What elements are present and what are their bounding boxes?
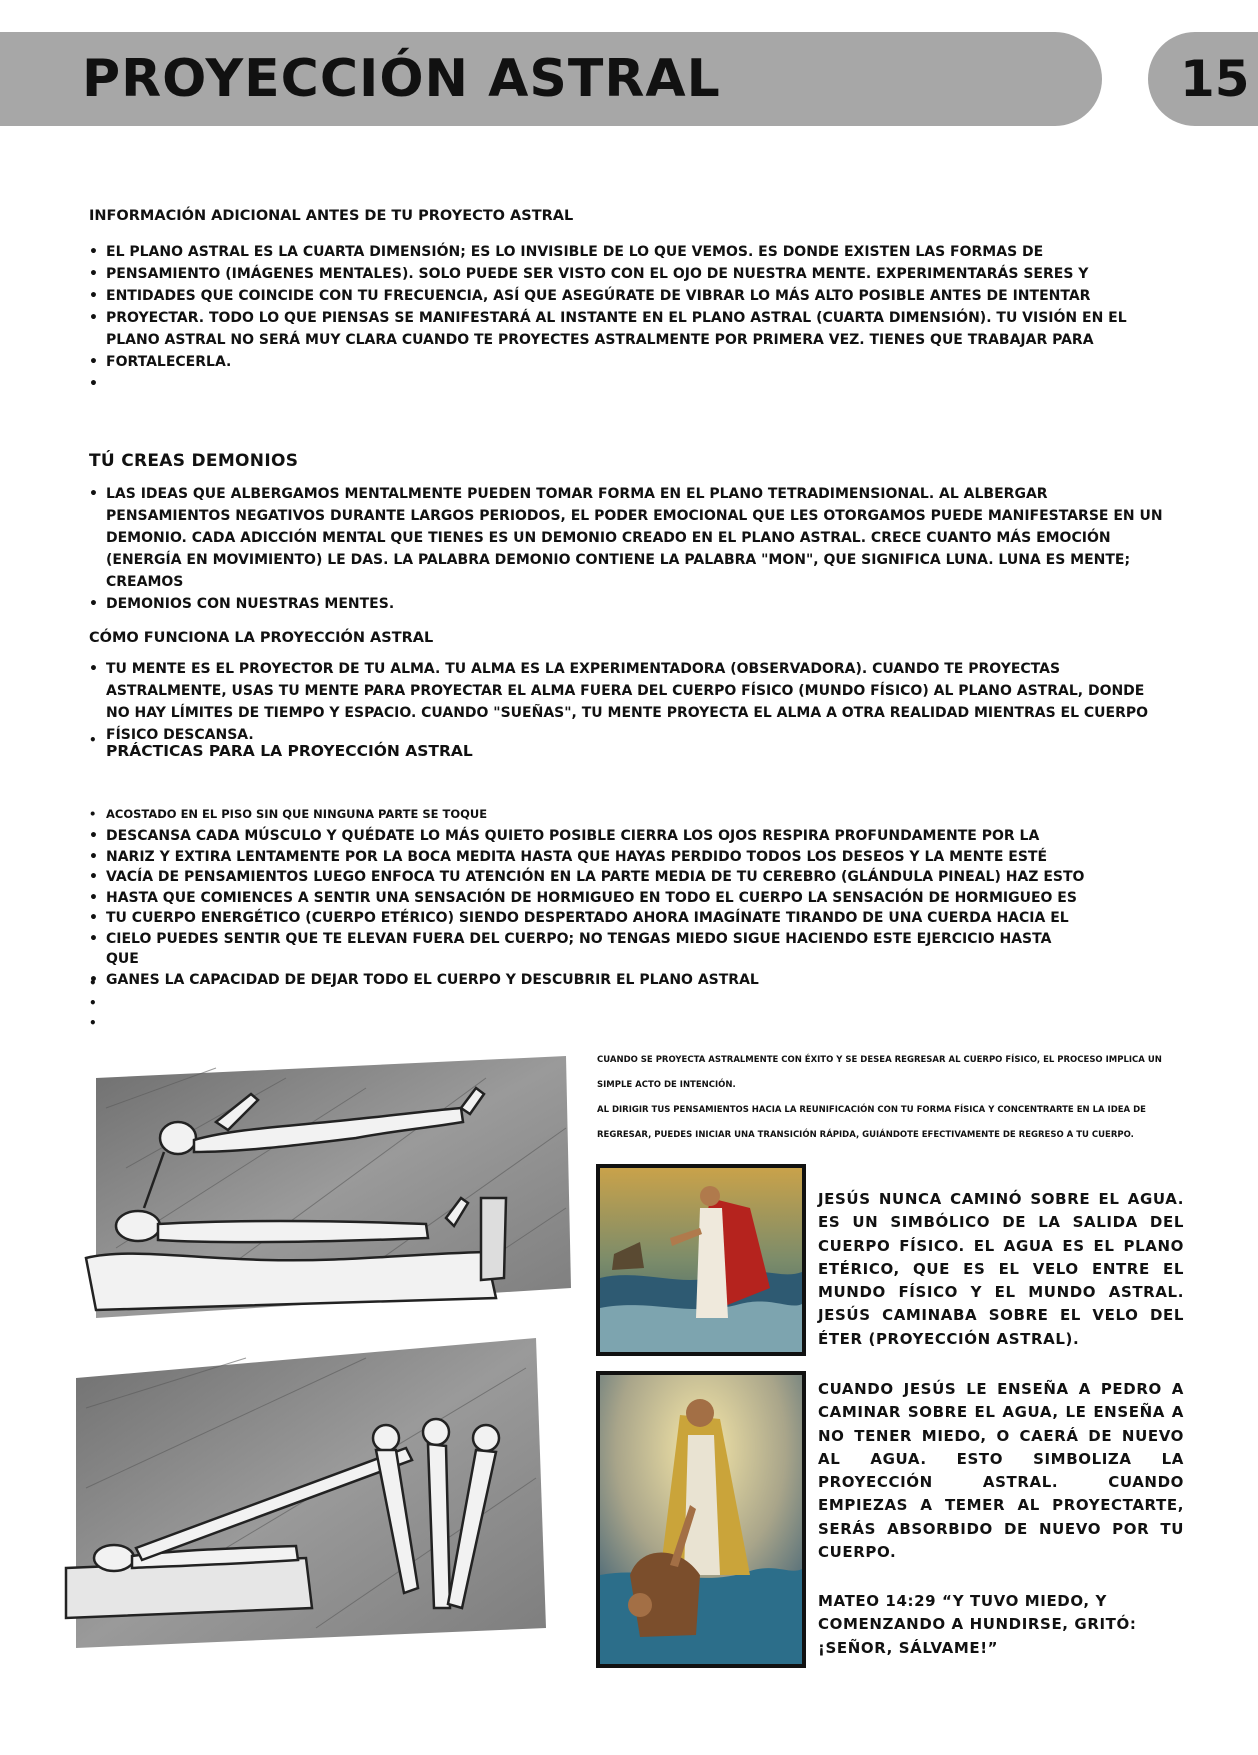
list-bullet: • [89, 733, 97, 747]
list-item: • FORTALECERLA. [89, 351, 1149, 373]
list-item: • TU CUERPO ENERGÉTICO (CUERPO ETÉRICO) SIENDO DESPERTADO AHORA IMAGÍNATE TIRANDO DE UNA CUERDA HACIA EL [89, 908, 1089, 929]
list-bullet: • [89, 996, 97, 1010]
section-heading-how: CÓMO FUNCIONA LA PROYECCIÓN ASTRAL [89, 630, 434, 646]
page-title: PROYECCIÓN ASTRAL [82, 49, 721, 109]
caption-paragraph: AL DIRIGIR TUS PENSAMIENTOS HACIA LA REUNIFICACIÓN CON TU FORMA FÍSICA Y CONCENTRARTE EN LA IDEA DE REGRESAR, PUEDES INICIAR UNA TRANSICIÓN RÁPIDA, GUIÁNDOTE EFECTIVAMENTE DE REGRESO A TU CUERPO. [597, 1105, 1146, 1140]
spacer-bullets [89, 730, 97, 750]
list-item: • HASTA QUE COMIENCES A SENTIR UNA SENSACIÓN DE HORMIGUEO EN TODO EL CUERPO LA SENSACIÓN DE HORMIGUEO ES [89, 888, 1089, 909]
list-bullet: • [89, 976, 97, 990]
list-item: • EL PLANO ASTRAL ES LA CUARTA DIMENSIÓN; ES LO INVISIBLE DE LO QUE VEMOS. ES DONDE EXISTEN LAS FORMAS DE [89, 241, 1149, 263]
list-item: • ACOSTADO EN EL PISO SIN QUE NINGUNA PARTE SE TOQUE [89, 805, 1089, 823]
side-text-peter-lesson: CUANDO JESÚS LE ENSEÑA A PEDRO A CAMINAR SOBRE EL AGUA, LE ENSEÑA A NO TENER MIEDO, O CAERÁ DE NUEVO AL AGUA. ESTO SIMBOLIZA LA PROYECCIÓN ASTRAL. CUANDO EMPIEZAS A TEMER AL PROYECTARTE, SERÁS ABSORBIDO DE NUEVO POR TU CUERPO. [818, 1380, 1184, 1562]
section-heading-practices: PRÁCTICAS PARA LA PROYECCIÓN ASTRAL [106, 742, 473, 760]
astral-projection-sketch [66, 1048, 578, 1660]
list-item: • TU MENTE ES EL PROYECTOR DE TU ALMA. TU ALMA ES LA EXPERIMENTADORA (OBSERVADORA). CUANDO TE PROYECTAS ASTRALMENTE, USAS TU MENTE PARA PROYECTAR EL ALMA FUERA DEL CUERPO FÍSICO (MUNDO FÍSICO) AL PLANO ASTRAL, DONDE NO HAY LÍMITES DE TIEMPO Y ESPACIO. CUANDO "SUEÑAS", TU MENTE PROYECTA EL ALMA A OTRA REALIDAD MIENTRAS EL CUERPO FÍSICO DESCANSA. [89, 658, 1169, 746]
list-item: • LAS IDEAS QUE ALBERGAMOS MENTALMENTE PUEDEN TOMAR FORMA EN EL PLANO TETRADIMENSIONAL. AL ALBERGAR PENSAMIENTOS NEGATIVOS DURANTE LARGOS PERIODOS, EL PODER EMOCIONAL QUE LES OTORGAMOS PUEDE MANIFESTARSE EN UN DEMONIO. CADA ADICCIÓN MENTAL QUE TIENES ES UN DEMONIO CREADO EN EL PLANO ASTRAL. CRECE CUANTO MÁS EMOCIÓN (ENERGÍA EN MOVIMIENTO) LE DAS. LA PALABRA DEMONIO CONTIENE LA PALABRA "MON", QUE SIGNIFICA LUNA. LUNA ES MENTE; CREAMOS [89, 483, 1169, 593]
spacer-bullets [89, 973, 97, 1033]
caption-paragraph: CUANDO SE PROYECTA ASTRALMENTE CON ÉXITO Y SE DESEA REGRESAR AL CUERPO FÍSICO, EL PROCESO IMPLICA UN SIMPLE ACTO DE INTENCIÓN. [597, 1055, 1162, 1090]
list-item: • DEMONIOS CON NUESTRAS MENTES. [89, 593, 1169, 615]
list-item: • DESCANSA CADA MÚSCULO Y QUÉDATE LO MÁS QUIETO POSIBLE CIERRA LOS OJOS RESPIRA PROFUNDAMENTE POR LA [89, 826, 1089, 847]
section-heading-demons: TÚ CREAS DEMONIOS [89, 451, 299, 471]
list-item: • NARIZ Y EXTIRA LENTAMENTE POR LA BOCA MEDITA HASTA QUE HAYAS PERDIDO TODOS LOS DESEOS Y LA MENTE ESTÉ [89, 847, 1089, 868]
list-item: • GANES LA CAPACIDAD DE DEJAR TODO EL CUERPO Y DESCUBRIR EL PLANO ASTRAL [89, 970, 1089, 991]
list-bullet: • [89, 1016, 97, 1030]
jesus-rescuing-peter-painting [596, 1371, 806, 1668]
page-number: 15 [1180, 50, 1250, 108]
section-heading-info: INFORMACIÓN ADICIONAL ANTES DE TU PROYECTO ASTRAL [89, 208, 574, 224]
list-item: • ENTIDADES QUE COINCIDE CON TU FRECUENCIA, ASÍ QUE ASEGÚRATE DE VIBRAR LO MÁS ALTO POSIBLE ANTES DE INTENTAR [89, 285, 1149, 307]
bible-quote: MATEO 14:29 “Y TUVO MIEDO, Y COMENZANDO A HUNDIRSE, GRITÓ: ¡SEÑOR, SÁLVAME!” [818, 1592, 1137, 1657]
list-item: • CIELO PUEDES SENTIR QUE TE ELEVAN FUERA DEL CUERPO; NO TENGAS MIEDO SIGUE HACIENDO ESTE EJERCICIO HASTA QUE [89, 929, 1089, 970]
jesus-walking-on-water-painting [596, 1164, 806, 1356]
list-item [89, 373, 1149, 395]
list-item: • VACÍA DE PENSAMIENTOS LUEGO ENFOCA TU ATENCIÓN EN LA PARTE MEDIA DE TU CEREBRO (GLÁNDULA PINEAL) HAZ ESTO [89, 867, 1089, 888]
list-item: • PROYECTAR. TODO LO QUE PIENSAS SE MANIFESTARÁ AL INSTANTE EN EL PLANO ASTRAL (CUARTA DIMENSIÓN). TU VISIÓN EN EL PLANO ASTRAL NO SERÁ MUY CLARA CUANDO TE PROYECTES ASTRALMENTE POR PRIMERA VEZ. TIENES QUE TRABAJAR PARA [89, 307, 1149, 351]
side-text-walking-on-water: JESÚS NUNCA CAMINÓ SOBRE EL AGUA. ES UN SIMBÓLICO DE LA SALIDA DEL CUERPO FÍSICO. EL AGUA ES EL PLANO ETÉRICO, QUE ES EL VELO ENTRE EL MUNDO FÍSICO Y EL MUNDO ASTRAL. JESÚS CAMINABA SOBRE EL VELO DEL ÉTER (PROYECCIÓN ASTRAL). [818, 1190, 1184, 1348]
practices-first [89, 805, 1089, 823]
info-list [89, 241, 1149, 395]
return-caption [597, 1048, 1183, 1148]
how-list [89, 658, 1169, 746]
practices-list [89, 826, 1089, 990]
demons-list [89, 483, 1169, 615]
list-item: • PENSAMIENTO (IMÁGENES MENTALES). SOLO PUEDE SER VISTO CON EL OJO DE NUESTRA MENTE. EXPERIMENTARÁS SERES Y [89, 263, 1149, 285]
